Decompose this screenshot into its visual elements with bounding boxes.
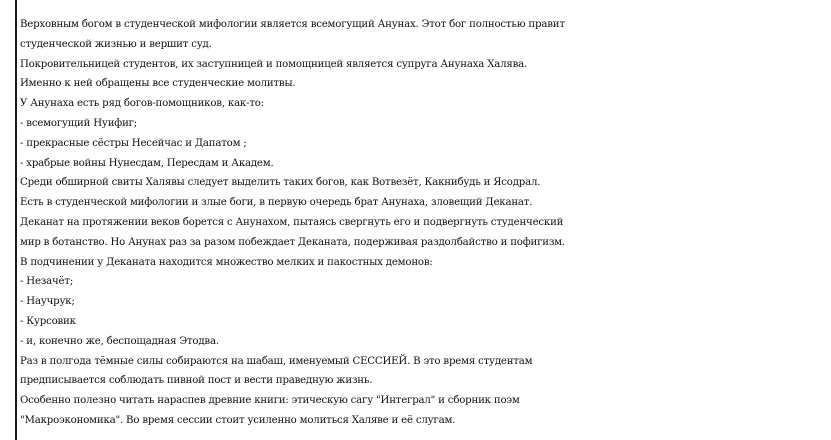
text-line: Покровительницей студентов, их заступницей и помощницей является супруга Анунаха Халява. [20, 58, 528, 70]
text-line: "Макроэкономика". Во время сессии стоит усиленно молиться Халяве и её слугам. [20, 414, 456, 426]
text-line: У Анунаха есть ряд богов-помощников, как-то: [20, 98, 264, 110]
list-item: - Научрук; [20, 296, 75, 308]
list-item: - Незачёт; [20, 276, 74, 288]
list-item: - прекрасные сёстры Несейчас и Дапатом ; [20, 137, 247, 149]
list-item: - Курсовик [20, 315, 76, 327]
text-line: студенческой жизнью и вершит суд. [20, 38, 212, 50]
list-item: - всемогущий Нуифиг; [20, 117, 138, 129]
left-border-line [15, 0, 17, 440]
text-line: мир в ботанство. Но Анунах раз за разом побеждает Деканата, подерживая раздолбайство и пофигизм. [20, 236, 565, 248]
text-line: Именно к ней обращены все студенческие молитвы. [20, 78, 296, 90]
list-item: - храбрые войны Нунесдам, Пересдам и Академ. [20, 157, 274, 169]
text-line: Особенно полезно читать нараспев древние книги: этическую сагу "Интеграл" и сборник поэм [20, 395, 520, 407]
document-text [20, 15, 830, 431]
list-item: - и, конечно же, беспощадная Этодва. [20, 335, 219, 347]
text-line: Раз в полгода тёмные силы собираются на шабаш, именуемый СЕССИЕЙ. В это время студентам [20, 355, 533, 367]
text-line: Среди обширной свиты Халявы следует выделить таких богов, как Вотвезёт, Какнибудь и Ясодрал. [20, 177, 541, 189]
text-line: В подчинении у Деканата находится множество мелких и пакостных демонов: [20, 256, 433, 268]
text-line: Верховным богом в студенческой мифологии является всемогущий Анунах. Этот бог полностью правит [20, 19, 565, 30]
text-line: Деканат на протяжении веков борется с Анунахом, пытаясь свергнуть его и подвергнуть студенческий [20, 216, 564, 228]
text-line: Есть в студенческой мифологии и злые боги, в первую очередь брат Анунаха, зловещий Деканат. [20, 197, 533, 209]
text-line: предписывается соблюдать пивной пост и вести праведную жизнь. [20, 375, 373, 387]
